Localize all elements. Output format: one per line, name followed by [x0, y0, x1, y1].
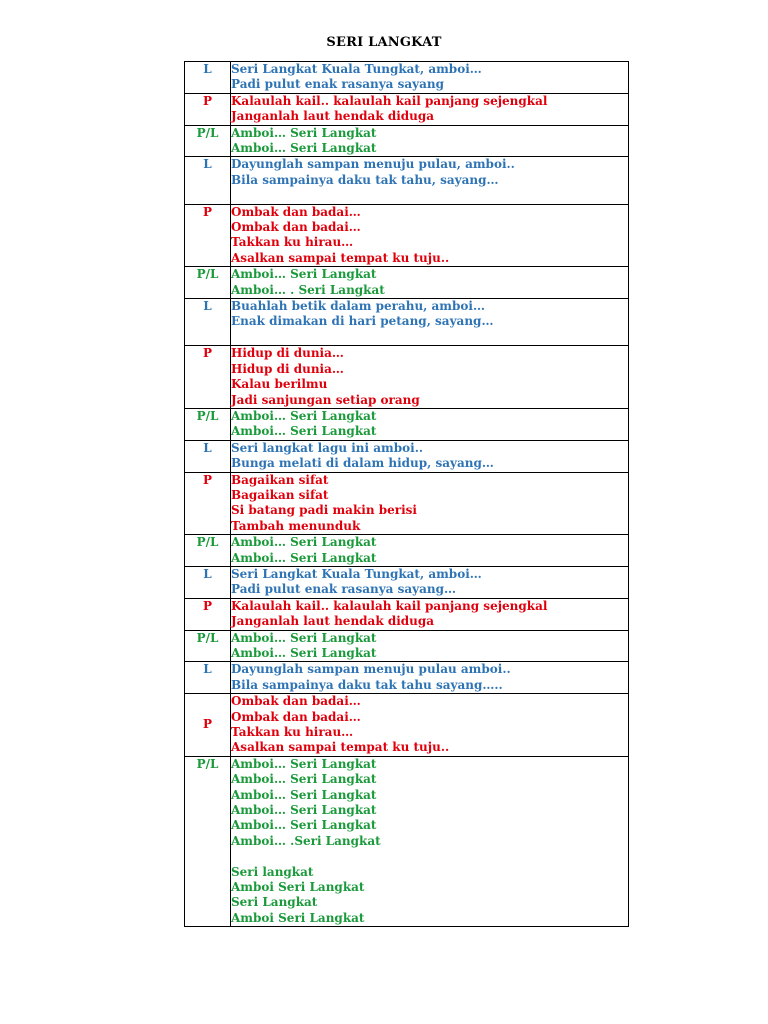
verse-cell — [231, 408, 629, 440]
lyrics-row — [185, 157, 629, 204]
verse-line: Jadi sanjungan setiap orang — [231, 392, 420, 407]
singer-label: P — [202, 204, 213, 219]
verse-line: Amboi… Seri Langkat — [231, 756, 377, 771]
verse-line: Amboi… . Seri Langkat — [231, 282, 385, 297]
lyrics-row — [185, 346, 629, 409]
verse-cell — [231, 62, 629, 94]
verse-line: Bagaikan sifat — [231, 487, 329, 502]
verse-line: Bila sampainya daku tak tahu sayang….. — [231, 677, 503, 692]
verse-line: Ombak dan badai… — [231, 204, 361, 219]
singer-label: L — [203, 440, 212, 455]
lyrics-row — [185, 299, 629, 346]
verse-cell — [231, 598, 629, 630]
verse-line — [231, 188, 628, 203]
verse-line: Buahlah betik dalam perahu, amboi… — [231, 299, 485, 314]
verse-line: Ombak dan badai… — [231, 220, 361, 235]
verse-line — [231, 849, 628, 864]
verse-line: Hidup di dunia… — [231, 346, 344, 361]
verse-cell — [231, 630, 629, 662]
singer-cell — [185, 299, 231, 346]
verse-cell — [231, 694, 629, 757]
verse-line: Amboi… Seri Langkat — [231, 408, 377, 423]
lyrics-row — [185, 62, 629, 94]
singer-cell — [185, 125, 231, 157]
lyrics-row — [185, 662, 629, 694]
singer-label: P/L — [196, 756, 219, 771]
verse-cell — [231, 440, 629, 472]
singer-cell — [185, 408, 231, 440]
singer-cell — [185, 756, 231, 926]
verse-line: Ombak dan badai… — [231, 694, 361, 709]
verse-cell — [231, 346, 629, 409]
verse-line: Hidup di dunia… — [231, 361, 344, 376]
singer-label: L — [203, 662, 212, 677]
lyrics-row — [185, 204, 629, 267]
verse-line: Janganlah laut hendak diduga — [231, 109, 435, 124]
verse-line: Asalkan sampai tempat ku tuju.. — [231, 740, 450, 755]
verse-cell — [231, 472, 629, 535]
verse-line: Amboi… Seri Langkat — [231, 125, 377, 140]
verse-line: Seri Langkat Kuala Tungkat, amboi… — [231, 566, 482, 581]
verse-line: Amboi Seri Langkat — [231, 910, 365, 925]
verse-line — [231, 330, 628, 345]
verse-line: Janganlah laut hendak diduga — [231, 614, 435, 629]
verse-line: Seri Langkat — [231, 895, 318, 910]
verse-cell — [231, 267, 629, 299]
verse-cell — [231, 157, 629, 204]
verse-line: Tambah menunduk — [231, 518, 361, 533]
lyrics-row — [185, 125, 629, 157]
lyrics-row — [185, 566, 629, 598]
verse-line: Bagaikan sifat — [231, 472, 329, 487]
lyrics-table — [184, 61, 629, 927]
singer-cell — [185, 566, 231, 598]
lyrics-row — [185, 535, 629, 567]
verse-line: Amboi… Seri Langkat — [231, 424, 377, 439]
verse-cell — [231, 125, 629, 157]
verse-cell — [231, 204, 629, 267]
page-title: SERI LANGKAT — [326, 35, 442, 50]
singer-label: P — [202, 346, 213, 361]
verse-line: Amboi… Seri Langkat — [231, 646, 377, 660]
verse-cell — [231, 566, 629, 598]
lyrics-row — [185, 756, 629, 926]
verse-cell — [231, 756, 629, 926]
lyrics-row — [185, 694, 629, 757]
verse-cell — [231, 662, 629, 694]
verse-line: Dayunglah sampan menuju pulau, amboi.. — [231, 157, 515, 172]
lyrics-row — [185, 93, 629, 125]
verse-line: Kalaulah kail.. kalaulah kail panjang sejengkal — [231, 93, 548, 108]
singer-label: P/L — [196, 267, 219, 282]
verse-line: Kalau berilmu — [231, 377, 328, 392]
singer-label: L — [203, 157, 212, 172]
singer-label: L — [203, 566, 212, 581]
verse-line: Amboi… Seri Langkat — [231, 267, 377, 282]
verse-line: Amboi… Seri Langkat — [231, 803, 377, 818]
verse-line: Bunga melati di dalam hidup, sayang… — [231, 456, 494, 471]
verse-line: Ombak dan badai… — [231, 709, 361, 724]
singer-cell — [185, 157, 231, 204]
singer-cell — [185, 93, 231, 125]
verse-line: Si batang padi makin berisi — [231, 503, 417, 518]
lyrics-row — [185, 408, 629, 440]
singer-label: P — [202, 598, 213, 613]
lyrics-row — [185, 267, 629, 299]
verse-line: Amboi… Seri Langkat — [231, 772, 377, 787]
singer-cell — [185, 204, 231, 267]
lyrics-row — [185, 598, 629, 630]
singer-cell — [185, 598, 231, 630]
verse-line: Amboi… Seri Langkat — [231, 141, 377, 156]
verse-line: Seri langkat lagu ini amboi.. — [231, 440, 424, 455]
singer-cell — [185, 440, 231, 472]
singer-label: P — [202, 717, 213, 732]
verse-line: Amboi… Seri Langkat — [231, 818, 377, 833]
singer-cell — [185, 62, 231, 94]
verse-line: Seri langkat — [231, 864, 314, 879]
singer-label: P/L — [196, 630, 219, 645]
verse-line: Amboi… .Seri Langkat — [231, 833, 381, 848]
verse-line: Amboi… Seri Langkat — [231, 550, 377, 565]
verse-line: Bila sampainya daku tak tahu, sayang… — [231, 172, 499, 187]
singer-label: P — [202, 472, 213, 487]
singer-label: P/L — [196, 535, 219, 550]
singer-label: P — [202, 93, 213, 108]
singer-label: L — [203, 299, 212, 314]
singer-label: P/L — [196, 125, 219, 140]
singer-label: P/L — [196, 408, 219, 423]
lyrics-table-body — [185, 62, 629, 927]
singer-cell — [185, 662, 231, 694]
singer-cell — [185, 346, 231, 409]
lyrics-row — [185, 440, 629, 472]
verse-line: Takkan ku hirau… — [231, 235, 354, 250]
verse-line: Amboi… Seri Langkat — [231, 535, 377, 550]
singer-cell — [185, 472, 231, 535]
verse-line: Amboi… Seri Langkat — [231, 787, 377, 802]
singer-cell — [185, 630, 231, 662]
verse-line: Padi pulut enak rasanya sayang… — [231, 582, 457, 597]
verse-line: Seri Langkat Kuala Tungkat, amboi… — [231, 62, 482, 76]
singer-label: L — [203, 62, 212, 76]
verse-line: Padi pulut enak rasanya sayang — [231, 77, 445, 92]
verse-line: Takkan ku hirau… — [231, 725, 354, 740]
verse-line: Kalaulah kail.. kalaulah kail panjang sejengkal — [231, 598, 548, 613]
lyrics-row — [185, 472, 629, 535]
verse-cell — [231, 535, 629, 567]
verse-line: Dayunglah sampan menuju pulau amboi.. — [231, 662, 511, 677]
verse-line: Amboi Seri Langkat — [231, 880, 365, 895]
singer-cell — [185, 694, 231, 757]
verse-line: Enak dimakan di hari petang, sayang… — [231, 314, 494, 329]
verse-cell — [231, 93, 629, 125]
verse-line: Amboi… Seri Langkat — [231, 630, 377, 645]
singer-cell — [185, 535, 231, 567]
verse-line: Asalkan sampai tempat ku tuju.. — [231, 250, 450, 265]
singer-cell — [185, 267, 231, 299]
verse-cell — [231, 299, 629, 346]
lyrics-row — [185, 630, 629, 662]
